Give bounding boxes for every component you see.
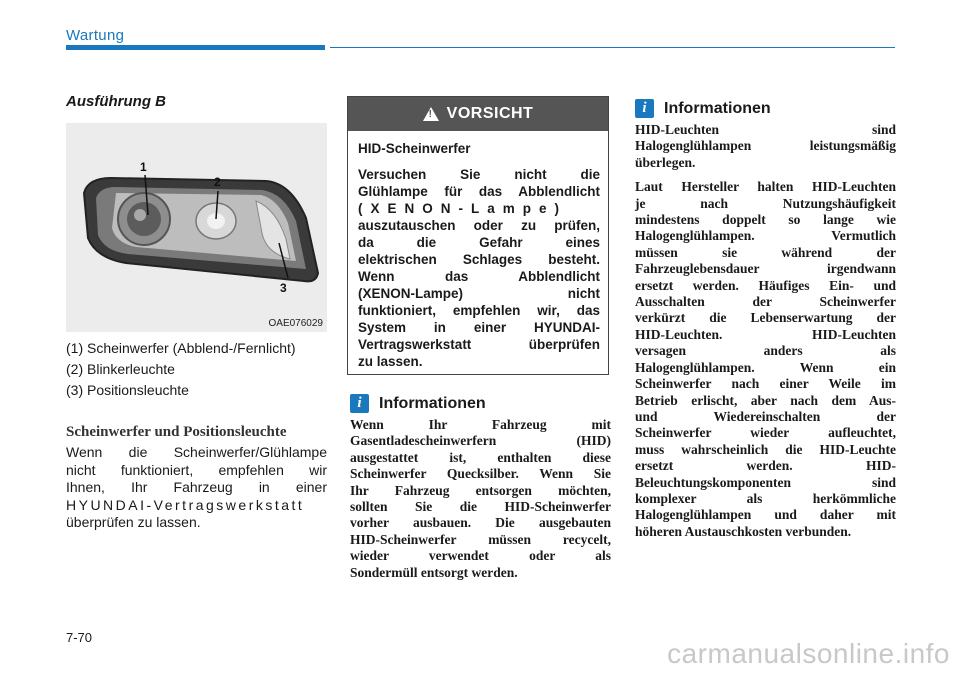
info-line: Halogenglühlampen leistungsmäßig (635, 138, 896, 154)
info-text-middle (350, 417, 611, 581)
info-line: verkürzt die Lebenserwartung der (635, 310, 896, 326)
page-number: 7-70 (66, 630, 93, 645)
info-line: Ihr Fahrzeug entsorgen möchten, (350, 482, 611, 498)
body-line: nicht funktioniert, empfehlen wir (66, 461, 327, 478)
caution-line: auszutauschen oder zu prüfen, (358, 218, 600, 233)
info-line: und Wiedereinschalten der (635, 408, 896, 424)
info-title: Informationen (664, 99, 771, 117)
info-line: müssen sie während der (635, 244, 896, 260)
info-title: Informationen (379, 394, 486, 412)
info-line: HID-Leuchten sind (635, 122, 896, 137)
headlamp-body-text (66, 444, 327, 532)
callout-3: 3 (280, 281, 287, 295)
caution-line: (XENON-Lampe) nicht (358, 286, 600, 301)
caution-title: HID-Scheinwerfer (358, 141, 471, 156)
info-line: Beleuchtungskomponenten sind (635, 474, 896, 490)
caution-line: elektrischen Schlages besteht. (358, 252, 600, 267)
caution-header (348, 97, 608, 131)
variant-title: Ausführung B (66, 93, 166, 110)
caution-line: da die Gefahr eines (358, 235, 600, 250)
caution-line: zu lassen. (358, 354, 423, 369)
info-text-right (635, 122, 896, 540)
section-subheading: Scheinwerfer und Positionsleuchte (66, 424, 287, 440)
legend-item: (3) Positionsleuchte (66, 382, 189, 398)
info-line: ausgestattet ist, enthalten diese (350, 449, 611, 465)
warning-triangle-icon (423, 107, 439, 121)
info-line: höheren Austauschkosten verbunden. (635, 523, 852, 539)
header-rule-thick (66, 45, 325, 50)
figure-code: OAE076029 (268, 318, 323, 329)
callout-2: 2 (214, 175, 221, 189)
caution-line: Glühlampe für das Abblendlicht (358, 184, 600, 199)
info-line: Halogenglühlampen. Vermutlich (635, 228, 896, 244)
info-heading-middle (350, 394, 486, 413)
info-line: ersetzt werden. Häufiges Ein- und (635, 277, 896, 293)
info-line: komplexer als herkömmliche (635, 490, 896, 506)
header-rule-thin (330, 47, 895, 48)
info-line: Gasentladescheinwerfern (HID) (350, 433, 611, 449)
info-line: HID-Scheinwerfer müssen recycelt, (350, 531, 611, 547)
info-line: Scheinwerfer nach einer Weile im (635, 376, 896, 392)
info-line: wieder verwendet oder als (350, 548, 611, 564)
caution-line: (XENON-Lampe) (358, 201, 568, 216)
info-line: Fahrzeuglebensdauer irgendwann (635, 261, 896, 277)
info-heading-right (635, 99, 771, 118)
headlamp-figure (66, 123, 327, 332)
info-line: ersetzt werden. HID- (635, 458, 896, 474)
info-line: muss wahrscheinlich die HID-Leuchte (635, 441, 896, 457)
info-line: Ausschalten der Scheinwerfer (635, 294, 896, 310)
info-line: Halogenglühlampen. Wenn ein (635, 359, 896, 375)
caution-line: Wenn das Abblendlicht (358, 269, 600, 284)
caution-line: Vertragswerkstatt überprüfen (358, 337, 600, 352)
info-icon: i (635, 99, 654, 118)
headlamp-illustration (66, 123, 327, 332)
info-line: je nach Nutzungshäufigkeit (635, 195, 896, 211)
info-line: mindestens doppelt so lange wie (635, 212, 896, 228)
caution-line: Versuchen Sie nicht die (358, 167, 600, 182)
section-title: Wartung (66, 27, 125, 44)
caution-line: funktioniert, empfehlen wir, das (358, 303, 600, 318)
body-line: Ihnen, Ihr Fahrzeug in einer (66, 479, 327, 495)
info-line: vorher ausbauen. Die ausgebauten (350, 515, 611, 531)
body-line: Wenn die Scheinwerfer/Glühlampe (66, 444, 327, 460)
legend-item: (2) Blinkerleuchte (66, 361, 175, 377)
callout-1: 1 (140, 160, 147, 174)
info-line: versagen anders als (635, 343, 896, 359)
info-line: Scheinwerfer Quecksilber. Wenn Sie (350, 466, 611, 482)
body-line: HYUNDAI-Vertragswerkstatt (66, 496, 305, 513)
info-line: Betrieb erlischt, aber nach dem Aus- (635, 392, 896, 408)
info-line: überlegen. (635, 154, 696, 170)
body-line: überprüfen zu lassen. (66, 514, 201, 530)
caution-body (348, 131, 608, 370)
legend-item: (1) Scheinwerfer (Abblend-/Fernlicht) (66, 340, 296, 356)
info-line: sollten Sie die HID-Scheinwerfer (350, 499, 611, 515)
caution-text (358, 166, 600, 370)
caution-line: System in einer HYUNDAI- (358, 320, 600, 335)
watermark: carmanualsonline.info (667, 638, 950, 669)
info-line: Scheinwerfer wieder aufleuchtet, (635, 425, 896, 441)
info-icon: i (350, 394, 369, 413)
caution-label: VORSICHT (446, 105, 534, 122)
info-line: Wenn Ihr Fahrzeug mit (350, 417, 611, 432)
figure-legend (66, 338, 296, 401)
caution-box (347, 96, 609, 375)
info-line: Laut Hersteller halten HID-Leuchten (635, 179, 896, 195)
info-line: Halogenglühlampen und daher mit (635, 507, 896, 523)
info-line: Sondermüll entsorgt werden. (350, 564, 518, 580)
info-line: HID-Leuchten. HID-Leuchten (635, 326, 896, 342)
